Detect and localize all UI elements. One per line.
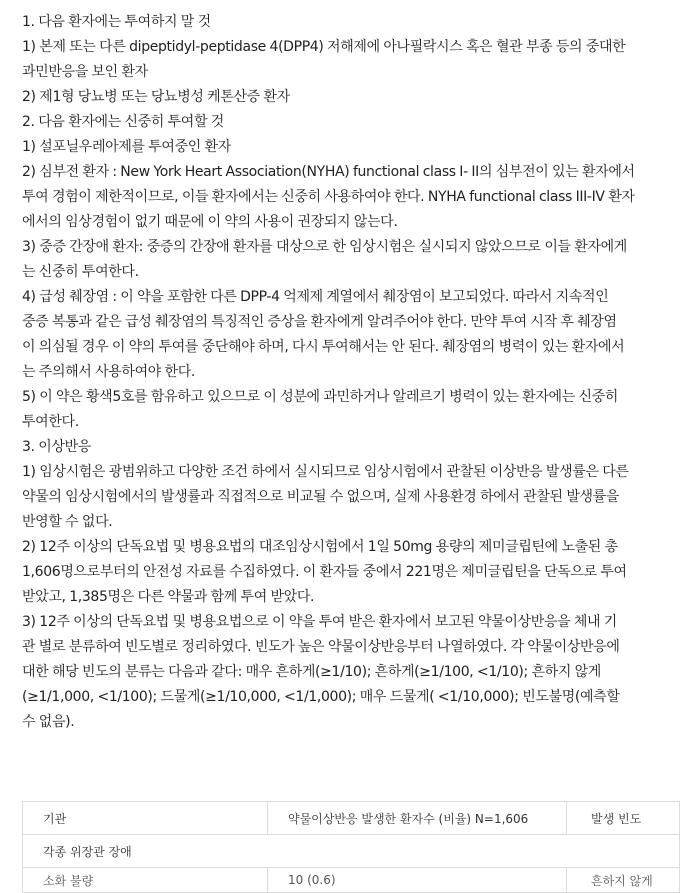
paragraph-line: 1) 임상시험은 광범위하고 다양한 조건 하에서 실시되므로 임상시험에서 관찰된 이상반응 발생률은 다른 <box>22 464 629 480</box>
heading-precautions: 2. 다음 환자에는 신중히 투여할 것 <box>22 114 224 130</box>
header-frequency: 발생 빈도 <box>567 802 680 835</box>
paragraph-line: 투여한다. <box>22 414 79 430</box>
paragraph-line: 2) 심부전 환자 : New York Heart Association(NYHA) functional class I- II의 심부전이 있는 환자에서 <box>22 164 635 180</box>
table-row <box>23 868 680 893</box>
paragraph-line: 이 의심될 경우 이 약의 투여를 중단해야 하며, 다시 투여해서는 안 된다. 췌장염의 병력이 있는 환자에서 <box>22 339 625 355</box>
paragraph-line: 약물의 임상시험에서의 발생률과 직접적으로 비교될 수 없으며, 실제 사용환경 하에서 관찰된 발생률을 <box>22 489 620 505</box>
paragraph-line: 대한 해당 빈도의 분류는 다음과 같다: 매우 흔하게(≥1/10); 흔하게(≥1/100, <1/10); 흔하지 않게 <box>22 664 601 680</box>
paragraph-line: 반영할 수 없다. <box>22 514 113 530</box>
table-section-row <box>23 835 680 868</box>
table-header-row <box>23 802 680 835</box>
section-gastrointestinal: 각종 위장관 장애 <box>23 835 680 868</box>
cell-count: 10 (0.6) <box>268 868 567 893</box>
paragraph-line: 는 주의해서 사용하여야 한다. <box>22 364 195 380</box>
paragraph-line: 받았고, 1,385명은 다른 약물과 함께 투여 받았다. <box>22 589 315 605</box>
header-patient-count: 약물이상반응 발생한 환자수 (비율) N=1,606 <box>268 802 567 835</box>
paragraph-line: 3) 중증 간장애 환자: 중증의 간장애 환자를 대상으로 한 임상시험은 실시되지 않았으므로 이들 환자에게 <box>22 239 627 255</box>
header-organ: 기관 <box>23 802 268 835</box>
paragraph-line: 수 없음). <box>22 714 75 730</box>
paragraph-line: 는 신중히 투여한다. <box>22 264 139 280</box>
paragraph-line: 에서의 임상경험이 없기 때문에 이 약의 사용이 권장되지 않는다. <box>22 214 398 230</box>
heading-contraindications: 1. 다음 환자에는 투여하지 말 것 <box>22 14 211 30</box>
paragraph-line: 2) 12주 이상의 단독요법 및 병용요법의 대조임상시험에서 1일 50mg 용량의 제미글립틴에 노출된 총 <box>22 539 618 555</box>
cell-reaction: 소화 불량 <box>23 868 268 893</box>
paragraph-line: 과민반응을 보인 환자 <box>22 64 148 80</box>
paragraph-line: 2) 제1형 당뇨병 또는 당뇨병성 케톤산증 환자 <box>22 89 290 105</box>
paragraph-line: 중증 복통과 같은 급성 췌장염의 특징적인 증상을 환자에게 알려주어야 한다. 만약 투여 시작 후 췌장염 <box>22 314 617 330</box>
heading-adverse-reactions: 3. 이상반응 <box>22 439 91 455</box>
paragraph-line: (≥1/1,000, <1/100); 드물게(≥1/10,000, <1/1,000); 매우 드물게( <1/10,000); 빈도불명(예측할 <box>22 689 620 705</box>
paragraph-line: 1) 본제 또는 다른 dipeptidyl-peptidase 4(DPP4) 저해제에 아나필락시스 혹은 혈관 부종 등의 중대한 <box>22 39 626 55</box>
cell-frequency: 흔하지 않게 <box>567 868 680 893</box>
document-body <box>22 10 684 735</box>
adverse-reaction-table-container <box>22 801 680 893</box>
paragraph-line: 4) 급성 췌장염 : 이 약을 포함한 다른 DPP-4 억제제 계열에서 췌장염이 보고되었다. 따라서 지속적인 <box>22 289 609 305</box>
paragraph-line: 관 별로 분류하여 빈도별로 정리하였다. 빈도가 높은 약물이상반응부터 나열하였다. 각 약물이상반응에 <box>22 639 620 655</box>
adverse-reaction-table <box>22 801 680 893</box>
paragraph-line: 3) 12주 이상의 단독요법 및 병용요법으로 이 약을 투여 받은 환자에서 보고된 약물이상반응을 체내 기 <box>22 614 617 630</box>
paragraph-line: 5) 이 약은 황색5호를 함유하고 있으므로 이 성분에 과민하거나 알레르기 병력이 있는 환자에는 신중히 <box>22 389 618 405</box>
paragraph-line: 1,606명으로부터의 안전성 자료를 수집하였다. 이 환자들 중에서 221명은 제미글립틴을 단독으로 투여 <box>22 564 627 580</box>
paragraph-line: 1) 설포닐우레아제를 투여중인 환자 <box>22 139 231 155</box>
paragraph-line: 투여 경험이 제한적이므로, 이들 환자에서는 신중히 사용하여야 한다. NYHA functional class III-IV 환자 <box>22 189 635 205</box>
